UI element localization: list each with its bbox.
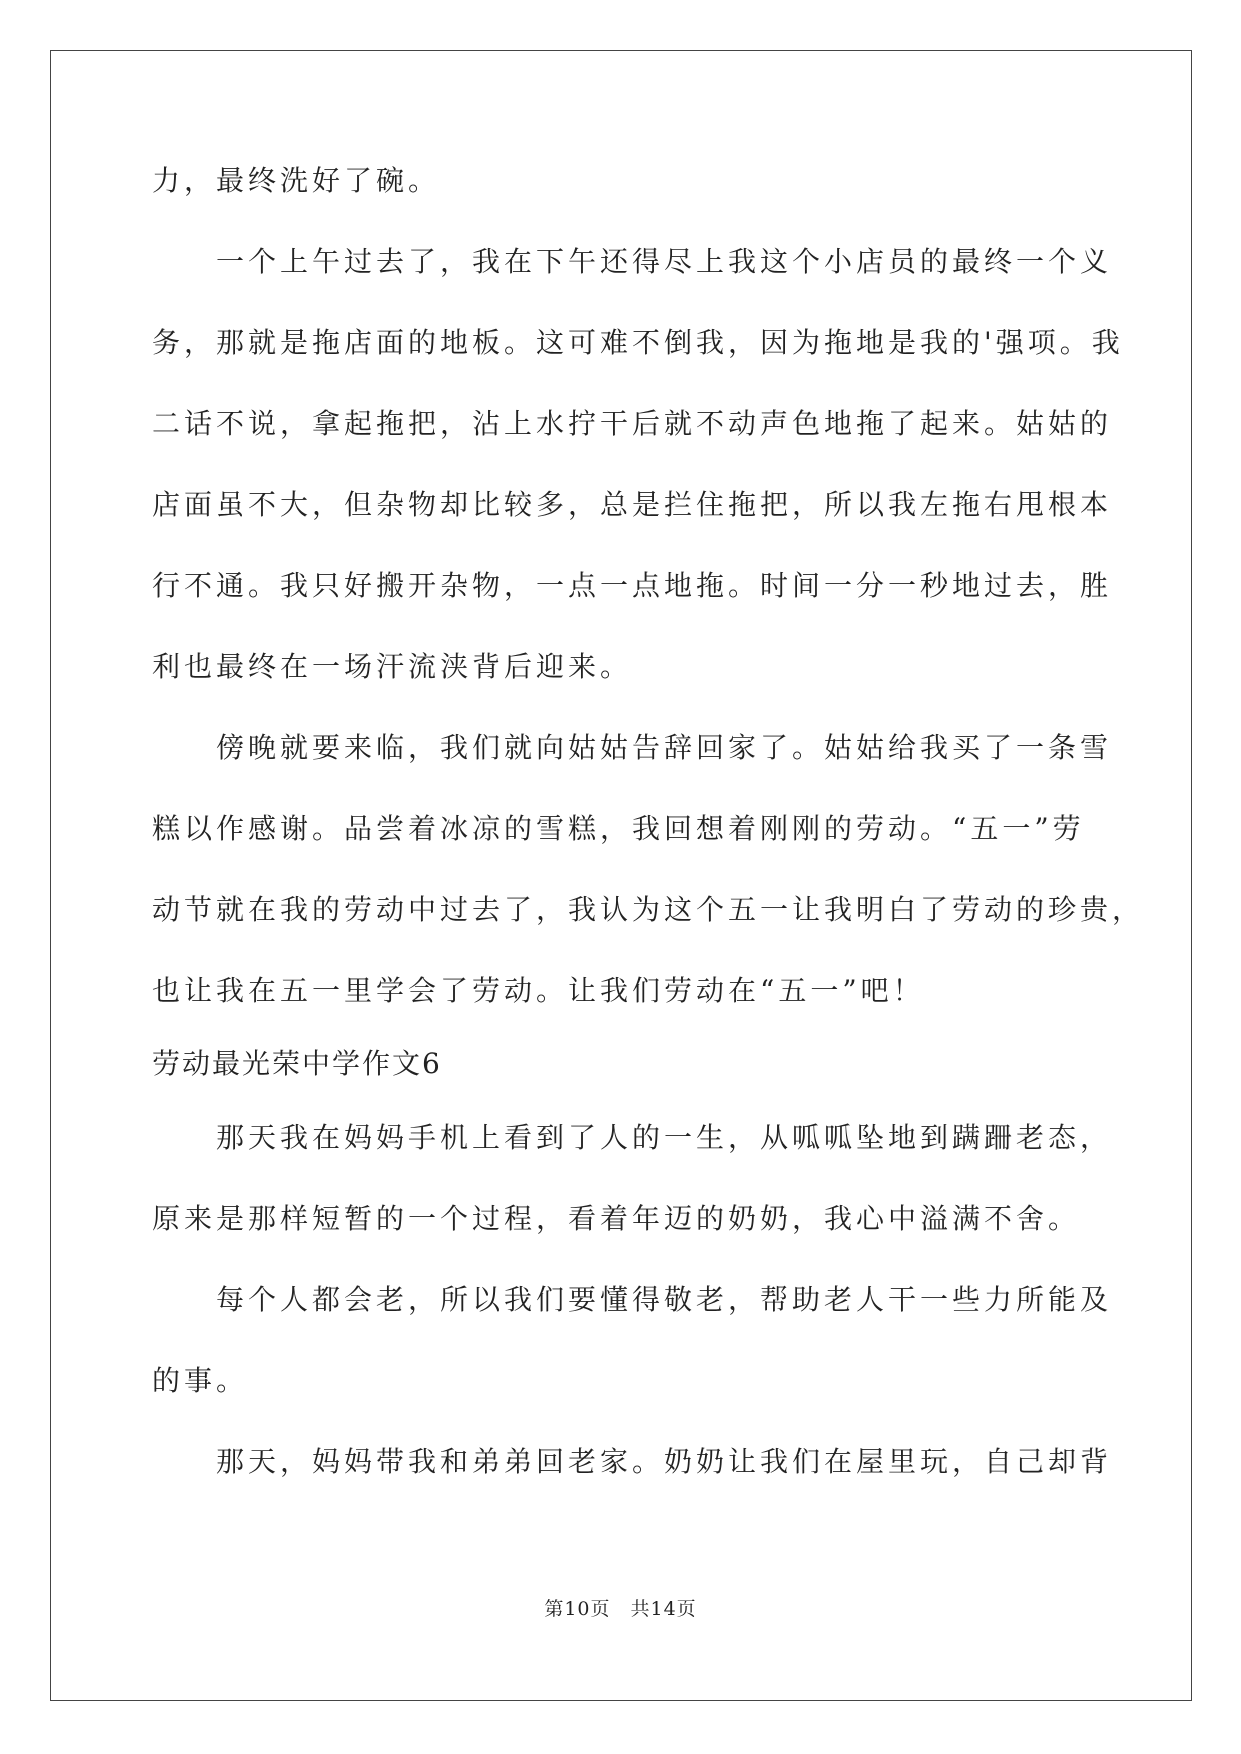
text-line: 店面虽不大，但杂物却比较多，总是拦住拖把，所以我左拖右甩根本 [152,488,1113,521]
text-line: 力，最终洗好了碗。 [152,164,441,197]
paragraph-5 [152,1259,1113,1421]
text-line: 二话不说，拿起拖把，沾上水拧干后就不动声色地拖了起来。姑姑的 [152,407,1113,440]
text-line: 傍晚就要来临，我们就向姑姑告辞回家了。姑姑给我买了一条雪 [216,731,1113,764]
document-body [152,140,1145,1502]
paragraph-2 [152,221,1124,707]
text-line: 那天我在妈妈手机上看到了人的一生，从呱呱坠地到蹒跚老态， [216,1121,1113,1154]
text-line: 糕以作感谢。品尝着冰凉的雪糕，我回想着刚刚的劳动。“五一”劳 [152,812,1085,845]
paragraph-continuation [152,140,1092,221]
paragraph-4 [152,1097,1113,1259]
text-line: 的事。 [152,1364,249,1397]
paragraph-3 [152,707,1145,1031]
text-line: 每个人都会老，所以我们要懂得敬老，帮助老人干一些力所能及 [216,1283,1113,1316]
section-title: 劳动最光荣中学作文6 [152,1047,442,1080]
text-line: 原来是那样短暂的一个过程，看着年迈的奶奶，我心中溢满不舍。 [152,1202,1081,1235]
text-line: 行不通。我只好搬开杂物，一点一点地拖。时间一分一秒地过去，胜 [152,569,1113,602]
text-line: 动节就在我的劳动中过去了，我认为这个五一让我明白了劳动的珍贵， [152,893,1145,926]
text-line: 那天，妈妈带我和弟弟回老家。奶奶让我们在屋里玩，自己却背 [216,1445,1113,1478]
text-line: 也让我在五一里学会了劳动。让我们劳动在“五一”吧！ [152,974,925,1007]
text-line: 务，那就是拖店面的地板。这可难不倒我，因为拖地是我的'强项。我 [152,326,1124,359]
text-line: 一个上午过去了，我在下午还得尽上我这个小店员的最终一个义 [216,245,1113,278]
paragraph-6 [152,1421,1113,1502]
page-number-footer: 第10页 共14页 [544,1598,697,1620]
text-line: 利也最终在一场汗流浃背后迎来。 [152,650,633,683]
